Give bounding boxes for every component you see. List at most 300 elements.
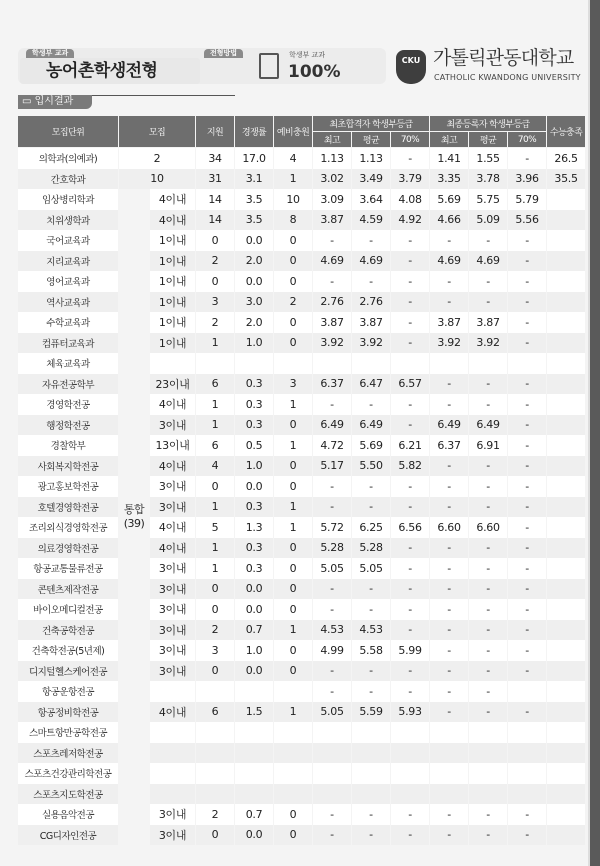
scrollbar[interactable] <box>590 0 600 866</box>
cell-ratio <box>235 681 273 702</box>
page-title: 농어촌학생전형 <box>46 61 158 81</box>
header-final-group: 최종등록자 학생부등급 <box>430 116 546 132</box>
cell-final-avg: 3.92 <box>469 333 507 354</box>
table-row <box>18 620 585 641</box>
cell-unit: 수학교육과 <box>18 312 118 333</box>
cell-final-70: - <box>508 230 546 251</box>
cell-first-avg: 5.59 <box>352 702 390 723</box>
cell-applicants: 3 <box>196 292 234 313</box>
cell-final-best: 5.69 <box>430 189 468 210</box>
cell-first-best: 4.69 <box>313 251 351 272</box>
table-row <box>18 825 585 846</box>
cell-final-avg: - <box>469 292 507 313</box>
cell-first-avg: 6.49 <box>352 415 390 436</box>
category-label: 학생부 교과 <box>26 49 74 58</box>
cell-unit: 행정학전공 <box>18 415 118 436</box>
cell-first-best <box>313 763 351 784</box>
cell-final-avg: - <box>469 579 507 600</box>
cell-final-70: 5.79 <box>508 189 546 210</box>
cell-waitlist: 0 <box>274 825 312 846</box>
cell-final-70: - <box>508 312 546 333</box>
cell-final-70 <box>508 681 546 702</box>
cell-unit: 스포츠건강관리학전공 <box>18 763 118 784</box>
cell-first-70 <box>391 353 429 374</box>
table-row <box>18 681 585 702</box>
cell-quota: 1이내 <box>150 271 195 292</box>
university-name-en: CATHOLIC KWANDONG UNIVERSITY <box>434 73 581 82</box>
cell-quota: 1이내 <box>150 230 195 251</box>
cell-final-best: 6.60 <box>430 517 468 538</box>
cell-csat <box>547 538 585 559</box>
cell-first-best: 5.05 <box>313 702 351 723</box>
cell-final-best: - <box>430 702 468 723</box>
cell-first-70: - <box>391 599 429 620</box>
cell-quota <box>150 722 195 743</box>
cell-ratio: 0.0 <box>235 661 273 682</box>
section-title-text: 입시결과 <box>34 96 74 107</box>
cell-quota: 23이내 <box>150 374 195 395</box>
cell-ratio: 3.5 <box>235 189 273 210</box>
cell-final-avg: - <box>469 497 507 518</box>
cell-waitlist <box>274 353 312 374</box>
cell-ratio: 3.0 <box>235 292 273 313</box>
cell-first-best: 1.13 <box>313 148 351 169</box>
cell-waitlist: 0 <box>274 579 312 600</box>
cell-first-70: 3.79 <box>391 169 429 190</box>
cell-csat <box>547 353 585 374</box>
cell-final-70: - <box>508 538 546 559</box>
cell-final-avg <box>469 353 507 374</box>
cell-final-avg: - <box>469 599 507 620</box>
cell-final-70: - <box>508 435 546 456</box>
cell-first-avg <box>352 722 390 743</box>
header-final-avg: 평균 <box>469 132 507 148</box>
cell-csat <box>547 620 585 641</box>
cell-csat <box>547 558 585 579</box>
cell-ratio: 1.0 <box>235 333 273 354</box>
table-row <box>18 579 585 600</box>
cell-applicants <box>196 784 234 805</box>
cell-first-avg: 5.58 <box>352 640 390 661</box>
cell-final-avg: - <box>469 456 507 477</box>
cell-final-best <box>430 722 468 743</box>
cell-csat <box>547 271 585 292</box>
header-quota: 모집 <box>119 116 195 148</box>
cell-first-best: 6.37 <box>313 374 351 395</box>
cell-first-70: - <box>391 579 429 600</box>
cell-csat <box>547 722 585 743</box>
cell-unit: 디지털헬스케어전공 <box>18 661 118 682</box>
cell-final-best: 4.66 <box>430 210 468 231</box>
cell-final-avg: 6.91 <box>469 435 507 456</box>
cell-final-avg: - <box>469 374 507 395</box>
cell-final-avg: - <box>469 661 507 682</box>
cell-ratio: 0.3 <box>235 394 273 415</box>
cell-applicants: 0 <box>196 599 234 620</box>
cell-waitlist: 0 <box>274 230 312 251</box>
cell-unit: 호텔경영학전공 <box>18 497 118 518</box>
cell-waitlist: 1 <box>274 169 312 190</box>
cell-ratio: 2.0 <box>235 312 273 333</box>
table-row <box>18 353 585 374</box>
cell-unit: 항공정비학전공 <box>18 702 118 723</box>
cell-first-avg <box>352 353 390 374</box>
cell-csat <box>547 825 585 846</box>
cell-first-best: - <box>313 497 351 518</box>
cell-applicants: 4 <box>196 456 234 477</box>
cell-first-70: - <box>391 251 429 272</box>
cell-first-best: - <box>313 230 351 251</box>
cell-first-best: 4.72 <box>313 435 351 456</box>
table-row <box>18 743 585 764</box>
table-row <box>18 784 585 805</box>
university-logo <box>396 50 426 84</box>
cell-final-best: - <box>430 579 468 600</box>
cell-csat <box>547 456 585 477</box>
cell-first-avg: 5.50 <box>352 456 390 477</box>
cell-applicants: 1 <box>196 415 234 436</box>
cell-first-best <box>313 353 351 374</box>
cell-ratio: 0.3 <box>235 558 273 579</box>
cell-final-best: 1.41 <box>430 148 468 169</box>
cell-applicants: 0 <box>196 230 234 251</box>
cell-csat <box>547 702 585 723</box>
table-row <box>18 251 585 272</box>
cell-ratio: 0.0 <box>235 579 273 600</box>
cell-final-70: - <box>508 415 546 436</box>
cell-final-70: - <box>508 476 546 497</box>
cell-final-best: - <box>430 292 468 313</box>
cell-waitlist: 1 <box>274 702 312 723</box>
cell-quota <box>150 681 195 702</box>
cell-quota: 4이내 <box>150 189 195 210</box>
cell-applicants: 14 <box>196 210 234 231</box>
cell-final-avg: 5.75 <box>469 189 507 210</box>
cell-applicants: 3 <box>196 640 234 661</box>
cell-first-avg: 4.69 <box>352 251 390 272</box>
header-final-70: 70% <box>508 132 546 148</box>
table-row <box>18 312 585 333</box>
cell-final-best: - <box>430 497 468 518</box>
cell-ratio: 1.3 <box>235 517 273 538</box>
table-row <box>18 230 585 251</box>
cell-ratio: 1.5 <box>235 702 273 723</box>
header-first-best: 최고 <box>313 132 351 148</box>
cell-final-best: - <box>430 825 468 846</box>
cell-applicants <box>196 743 234 764</box>
cell-quota: 10 <box>119 169 195 190</box>
cell-quota: 1이내 <box>150 312 195 333</box>
cell-first-best: 3.02 <box>313 169 351 190</box>
cell-first-avg: 5.28 <box>352 538 390 559</box>
cell-applicants <box>196 722 234 743</box>
cell-applicants <box>196 353 234 374</box>
cell-first-avg: - <box>352 497 390 518</box>
cell-first-best: 3.87 <box>313 312 351 333</box>
cell-first-avg: 3.87 <box>352 312 390 333</box>
header-unit: 모집단위 <box>18 116 118 148</box>
cell-unit: 경찰학부 <box>18 435 118 456</box>
cell-applicants: 6 <box>196 374 234 395</box>
cell-csat <box>547 374 585 395</box>
table-row <box>18 148 585 169</box>
cell-csat <box>547 230 585 251</box>
cell-first-70: 6.56 <box>391 517 429 538</box>
cell-final-best: - <box>430 456 468 477</box>
cell-quota: 3이내 <box>150 558 195 579</box>
cell-applicants: 6 <box>196 435 234 456</box>
table-row <box>18 804 585 825</box>
cell-ratio: 17.0 <box>235 148 273 169</box>
cell-unit: 임상병리학과 <box>18 189 118 210</box>
cell-waitlist: 1 <box>274 517 312 538</box>
cell-first-70: 6.57 <box>391 374 429 395</box>
cell-waitlist: 0 <box>274 312 312 333</box>
cell-quota: 2 <box>119 148 195 169</box>
cell-first-70 <box>391 722 429 743</box>
cell-first-70: - <box>391 538 429 559</box>
cell-final-70: - <box>508 271 546 292</box>
cell-first-70: - <box>391 558 429 579</box>
cell-quota <box>150 353 195 374</box>
cell-unit: 항공운항전공 <box>18 681 118 702</box>
cell-applicants: 0 <box>196 476 234 497</box>
cell-applicants: 0 <box>196 825 234 846</box>
cell-applicants: 5 <box>196 517 234 538</box>
cell-waitlist: 1 <box>274 435 312 456</box>
cell-first-avg: - <box>352 476 390 497</box>
cell-quota: 3이내 <box>150 415 195 436</box>
cell-final-best: - <box>430 230 468 251</box>
cell-final-70: 3.96 <box>508 169 546 190</box>
cell-final-best: 3.35 <box>430 169 468 190</box>
cell-ratio <box>235 784 273 805</box>
cell-waitlist: 0 <box>274 538 312 559</box>
header-final-best: 최고 <box>430 132 468 148</box>
cell-final-avg: - <box>469 476 507 497</box>
cell-waitlist: 1 <box>274 620 312 641</box>
cell-csat: 35.5 <box>547 169 585 190</box>
cell-first-avg <box>352 763 390 784</box>
cell-csat <box>547 681 585 702</box>
cell-unit: 바이오메디컬전공 <box>18 599 118 620</box>
cell-waitlist: 0 <box>274 476 312 497</box>
cell-unit: 역사교육과 <box>18 292 118 313</box>
cell-first-70: - <box>391 312 429 333</box>
cell-quota: 3이내 <box>150 599 195 620</box>
cell-quota <box>150 784 195 805</box>
cell-first-best: 5.17 <box>313 456 351 477</box>
table-row <box>18 456 585 477</box>
cell-csat <box>547 476 585 497</box>
cell-first-70: 6.21 <box>391 435 429 456</box>
table-row <box>18 292 585 313</box>
cell-waitlist: 10 <box>274 189 312 210</box>
cell-quota: 3이내 <box>150 640 195 661</box>
cell-waitlist: 0 <box>274 456 312 477</box>
cell-ratio: 1.0 <box>235 456 273 477</box>
cell-final-avg: - <box>469 640 507 661</box>
cell-final-70: 5.56 <box>508 210 546 231</box>
cell-first-70: - <box>391 394 429 415</box>
method-sub: 학생부 교과 <box>289 51 326 59</box>
cell-final-70: - <box>508 292 546 313</box>
cell-final-avg: 1.55 <box>469 148 507 169</box>
cell-first-avg: - <box>352 230 390 251</box>
cell-ratio: 0.5 <box>235 435 273 456</box>
cell-csat <box>547 497 585 518</box>
cell-quota: 4이내 <box>150 210 195 231</box>
cell-ratio: 0.0 <box>235 271 273 292</box>
cell-unit: 지리교육과 <box>18 251 118 272</box>
cell-quota: 3이내 <box>150 825 195 846</box>
cell-first-70 <box>391 784 429 805</box>
cell-first-70: - <box>391 415 429 436</box>
cell-first-avg: - <box>352 599 390 620</box>
cell-applicants: 1 <box>196 333 234 354</box>
cell-first-70: 4.08 <box>391 189 429 210</box>
table-row <box>18 333 585 354</box>
cell-first-best: 5.72 <box>313 517 351 538</box>
cell-first-70: 4.92 <box>391 210 429 231</box>
cell-final-70: - <box>508 251 546 272</box>
table-row <box>18 763 585 784</box>
cell-applicants: 14 <box>196 189 234 210</box>
university-name: 가톨릭관동대학교 <box>433 47 574 69</box>
cell-first-avg: - <box>352 681 390 702</box>
cell-unit: 치위생학과 <box>18 210 118 231</box>
cell-csat <box>547 435 585 456</box>
cell-final-70: - <box>508 640 546 661</box>
cell-waitlist: 0 <box>274 599 312 620</box>
cell-csat <box>547 415 585 436</box>
cell-final-avg <box>469 784 507 805</box>
cell-csat <box>547 599 585 620</box>
cell-unit: 국어교육과 <box>18 230 118 251</box>
cell-applicants: 1 <box>196 558 234 579</box>
cell-ratio <box>235 353 273 374</box>
cell-unit: 조리외식경영학전공 <box>18 517 118 538</box>
cell-final-avg: - <box>469 702 507 723</box>
cell-ratio: 3.1 <box>235 169 273 190</box>
cell-first-70: - <box>391 271 429 292</box>
header-first-group: 최초합격자 학생부등급 <box>313 116 429 132</box>
cell-applicants: 0 <box>196 579 234 600</box>
cell-waitlist: 0 <box>274 640 312 661</box>
cell-quota: 4이내 <box>150 394 195 415</box>
cell-unit: 스마트항만공학전공 <box>18 722 118 743</box>
cell-unit: 자유전공학부 <box>18 374 118 395</box>
cell-applicants: 0 <box>196 271 234 292</box>
cell-final-70 <box>508 784 546 805</box>
cell-applicants <box>196 681 234 702</box>
cell-waitlist: 1 <box>274 394 312 415</box>
table-row <box>18 210 585 231</box>
cell-ratio: 0.7 <box>235 620 273 641</box>
cell-first-best: 6.49 <box>313 415 351 436</box>
cell-final-avg: 3.87 <box>469 312 507 333</box>
cell-quota: 4이내 <box>150 538 195 559</box>
cell-waitlist <box>274 681 312 702</box>
cell-final-70: - <box>508 456 546 477</box>
cell-unit: 간호학과 <box>18 169 118 190</box>
cell-first-70: - <box>391 661 429 682</box>
header-first-avg: 평균 <box>352 132 390 148</box>
cell-quota: 1이내 <box>150 251 195 272</box>
cell-first-avg: 6.47 <box>352 374 390 395</box>
cell-waitlist: 8 <box>274 210 312 231</box>
table-row <box>18 415 585 436</box>
cell-unit: 스포츠지도학전공 <box>18 784 118 805</box>
cell-first-70: - <box>391 825 429 846</box>
cell-first-70: - <box>391 681 429 702</box>
cell-ratio: 0.3 <box>235 374 273 395</box>
table-row <box>18 640 585 661</box>
cell-final-avg: - <box>469 620 507 641</box>
cell-final-70: - <box>508 517 546 538</box>
cell-unit: 의료경영학전공 <box>18 538 118 559</box>
cell-csat <box>547 292 585 313</box>
cell-final-70: - <box>508 333 546 354</box>
cell-final-70: - <box>508 620 546 641</box>
table-body <box>18 148 585 845</box>
cell-quota <box>150 763 195 784</box>
cell-applicants: 31 <box>196 169 234 190</box>
cell-final-70: - <box>508 558 546 579</box>
cell-waitlist: 0 <box>274 271 312 292</box>
cell-quota: 3이내 <box>150 661 195 682</box>
cell-final-best: - <box>430 681 468 702</box>
table-row <box>18 497 585 518</box>
cell-csat <box>547 640 585 661</box>
cell-quota: 1이내 <box>150 292 195 313</box>
cell-first-best: 5.28 <box>313 538 351 559</box>
cell-final-70: - <box>508 661 546 682</box>
cell-final-70 <box>508 763 546 784</box>
cell-ratio <box>235 763 273 784</box>
cell-applicants: 1 <box>196 394 234 415</box>
cell-first-best: 3.87 <box>313 210 351 231</box>
cell-unit: 체육교육과 <box>18 353 118 374</box>
cell-ratio: 0.0 <box>235 230 273 251</box>
cell-first-best: - <box>313 579 351 600</box>
cell-final-70: - <box>508 825 546 846</box>
cell-unit: CG디자인전공 <box>18 825 118 846</box>
logo-text: CKU <box>401 56 421 65</box>
cell-first-best: 2.76 <box>313 292 351 313</box>
cell-first-avg: - <box>352 271 390 292</box>
cell-quota: 4이내 <box>150 702 195 723</box>
cell-waitlist <box>274 784 312 805</box>
cell-csat <box>547 210 585 231</box>
cell-waitlist: 0 <box>274 333 312 354</box>
cell-first-best: 3.09 <box>313 189 351 210</box>
cell-final-avg: - <box>469 271 507 292</box>
cell-first-best: 5.05 <box>313 558 351 579</box>
cell-first-70: - <box>391 620 429 641</box>
table-row <box>18 435 585 456</box>
folder-icon: ▭ <box>22 96 32 107</box>
cell-first-best: 3.92 <box>313 333 351 354</box>
cell-csat <box>547 189 585 210</box>
cell-unit: 사회복지학전공 <box>18 456 118 477</box>
cell-unit: 항공교통물류전공 <box>18 558 118 579</box>
cell-quota: 4이내 <box>150 517 195 538</box>
cell-first-avg: 5.05 <box>352 558 390 579</box>
cell-final-best: - <box>430 394 468 415</box>
cell-waitlist <box>274 763 312 784</box>
header-applicants: 지원 <box>196 116 234 148</box>
